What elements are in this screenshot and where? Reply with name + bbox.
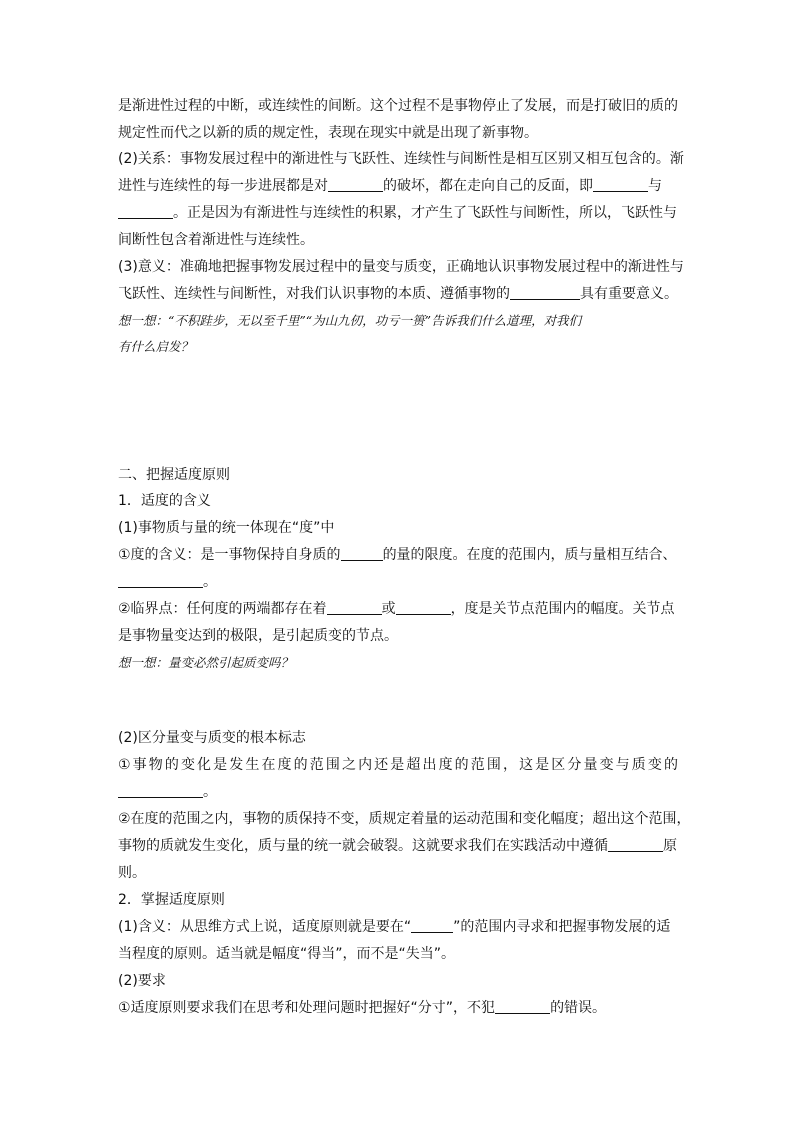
text-span: ①适度原则要求我们在思考和处理问题时把握好“分寸”，不犯 [118, 1000, 496, 1016]
text-span: ②临界点：任何度的两端都存在着 [118, 601, 327, 617]
paragraph-line: (2)区分量变与质变的根本标志 [118, 730, 306, 746]
fill-blank [327, 600, 382, 615]
paragraph-line: 是渐进性过程的中断，或连续性的间断。这个过程不是事物停止了发展，而是打破旧的质的 [118, 98, 678, 114]
fill-blank [608, 837, 663, 852]
paragraph-line [118, 999, 606, 1017]
paragraph-line: ①事物的变化是发生在度的范围之内还是超出度的范围，这是区分量变与质变的 [118, 757, 678, 773]
text-span: ①度的含义：是一事物保持自身质的 [118, 547, 341, 563]
paragraph-line [118, 546, 677, 564]
fill-blank [495, 999, 550, 1014]
text-span: 与 [648, 178, 662, 194]
text-span: (1)含义：从思维方式上说，适度原则就是要在“ [118, 919, 412, 935]
text-span: 的量的限度。在度的范围内，质与量相互结合、 [382, 547, 677, 563]
fill-blank [341, 546, 383, 561]
fill-blank [593, 177, 648, 192]
paragraph-line [118, 573, 217, 591]
fill-blank [328, 177, 383, 192]
think-prompt: 有什么启发？ [118, 339, 194, 354]
text-span: 。 [203, 784, 217, 800]
subheading: 2．掌握适度原则 [118, 892, 225, 908]
text-span: 。 [203, 574, 217, 590]
paragraph-line: 是事物量变达到的极限，是引起质变的节点。 [118, 628, 398, 644]
paragraph-line: (2)要求 [118, 973, 166, 989]
fill-blank [118, 204, 173, 219]
text-span: 具有重要意义。 [580, 286, 678, 302]
text-span: ，度是关节点范围内的幅度。关节点 [450, 601, 675, 617]
paragraph-line [118, 204, 677, 222]
text-span: 的错误。 [550, 1000, 607, 1016]
text-span: 进性与连续性的每一步进展都是对 [118, 178, 328, 194]
fill-blank [411, 918, 453, 933]
paragraph-line [118, 783, 217, 801]
paragraph-line [118, 837, 677, 855]
paragraph-line: 当程度的原则。适当就是幅度“得当”，而不是“失当”。 [118, 946, 456, 962]
text-span: 的破坏，都在走向自己的反面，即 [383, 178, 593, 194]
paragraph-line [118, 600, 675, 618]
text-span: 原 [663, 838, 677, 854]
paragraph-line: 则。 [118, 865, 146, 881]
paragraph-line: 规定性而代之以新的质的规定性，表现在现实中就是出现了新事物。 [118, 125, 538, 141]
paragraph-line: 间断性包含着渐进性与连续性。 [118, 232, 314, 248]
text-span: 飞跃性、连续性与间断性，对我们认识事物的本质、遵循事物的 [118, 286, 510, 302]
text-span: 事物的质就发生变化，质与量的统一就会破裂。这就要求我们在实践活动中遵循 [118, 838, 608, 854]
text-span: 或 [381, 601, 396, 617]
text-span: 。正是因为有渐进性与连续性的积累，才产生了飞跃性与间断性，所以，飞跃性与 [173, 205, 677, 221]
paragraph-line: ②在度的范围之内，事物的质保持不变，质规定着量的运动范围和变化幅度；超出这个范围， [118, 811, 691, 827]
think-prompt: 想一想：“不积跬步，无以至千里”“为山九仞，功亏一篑”告诉我们什么道理，对我们 [118, 313, 582, 328]
paragraph-line: (2)关系：事物发展过程中的渐进性与飞跃性、连续性与间断性是相互区别又相互包含的。渐 [118, 151, 684, 167]
text-span: ”的范围内寻求和把握事物发展的适 [453, 919, 671, 935]
section-heading: 二、把握适度原则 [118, 467, 230, 483]
paragraph-line [118, 918, 670, 936]
fill-blank [118, 573, 203, 588]
fill-blank [396, 600, 451, 615]
think-prompt: 想一想：量变必然引起质变吗？ [118, 655, 294, 670]
paragraph-line [118, 177, 662, 195]
subheading: 1．适度的含义 [118, 493, 211, 509]
fill-blank [118, 783, 203, 798]
paragraph-line: (1)事物质与量的统一体现在“度”中 [118, 520, 335, 536]
paragraph-line [118, 285, 678, 303]
fill-blank [510, 285, 580, 300]
paragraph-line: (3)意义：准确地把握事物发展过程中的量变与质变，正确地认识事物发展过程中的渐进性与 [118, 259, 684, 275]
